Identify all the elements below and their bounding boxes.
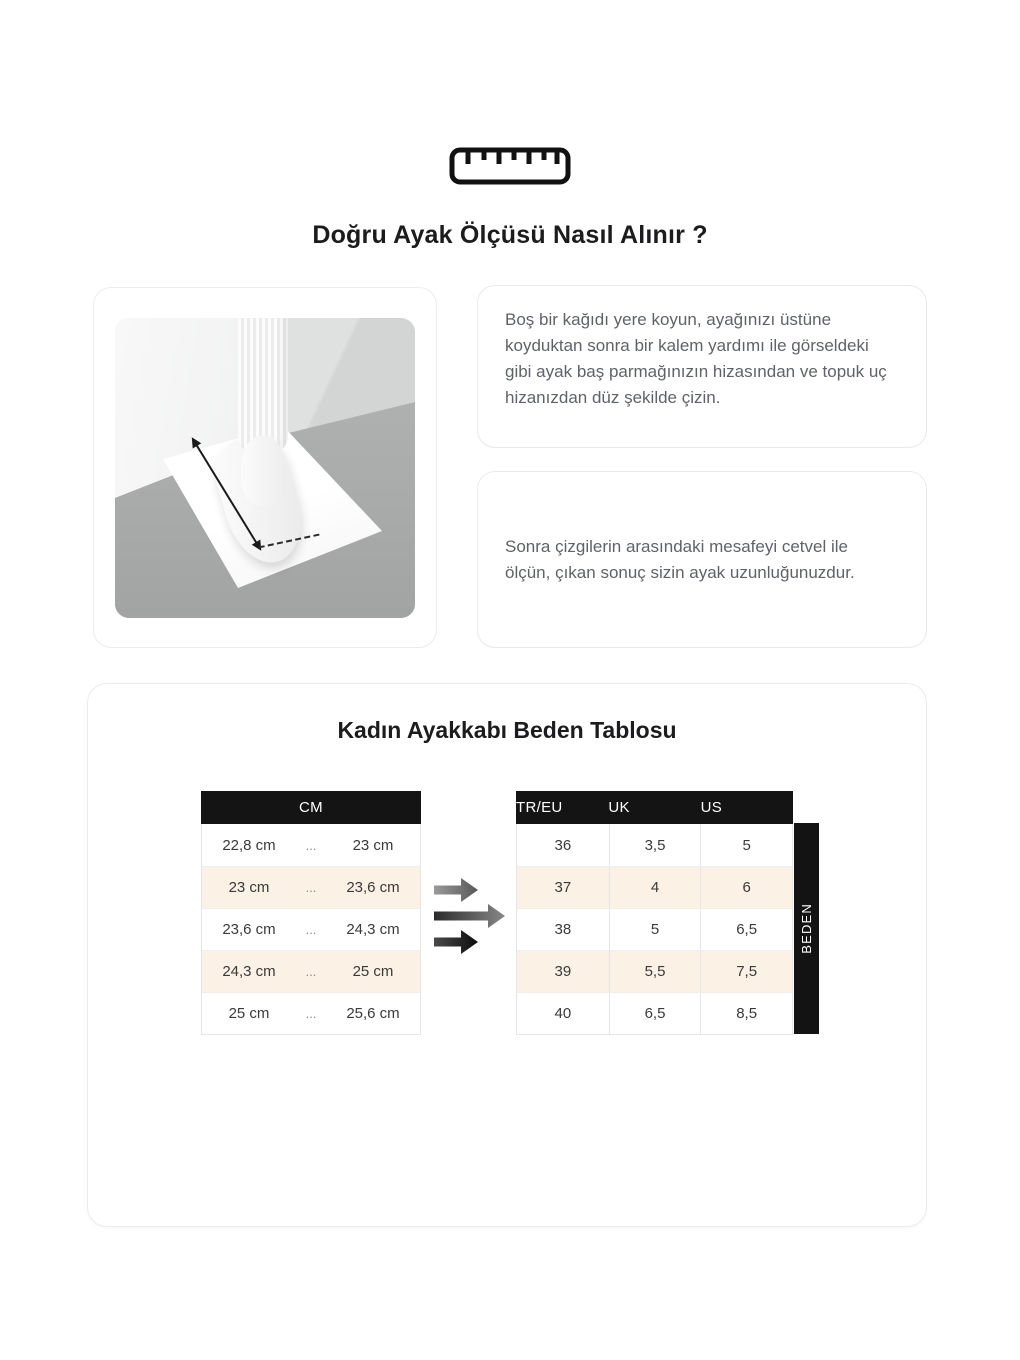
size-us: 6,5 <box>700 909 792 950</box>
size-tr-eu: 39 <box>554 963 572 980</box>
instruction-card-2 <box>477 471 927 648</box>
cm-to: 23,6 cm <box>346 879 400 896</box>
size-us: 7,5 <box>700 951 792 992</box>
size-tr-eu: 36 <box>554 836 572 854</box>
cm-from: 23 cm <box>228 879 270 896</box>
cm-table <box>201 791 421 1035</box>
size-us: 6 <box>700 867 792 908</box>
cm-to: 25 cm <box>352 963 394 980</box>
measurement-photo-card <box>93 287 437 648</box>
size-us: 8,5 <box>700 993 792 1034</box>
cm-to: 24,3 cm <box>346 921 400 938</box>
cm-from: 23,6 cm <box>222 921 276 938</box>
photo-sock-calf <box>238 318 288 454</box>
foot-measurement-photo <box>115 318 415 618</box>
size-table-header-row <box>516 791 793 824</box>
cm-to: 25,6 cm <box>346 1005 400 1022</box>
cm-table-header: CM <box>201 791 421 824</box>
cm-range-dots: ... <box>305 837 317 853</box>
size-tr-eu: 38 <box>554 921 572 938</box>
photo-sock-ankle <box>241 436 285 506</box>
cm-range-dots: ... <box>305 922 317 937</box>
size-table-row <box>517 824 792 866</box>
cm-range-dots: ... <box>305 964 317 979</box>
cm-table-row <box>202 950 420 992</box>
cm-from: 22,8 cm <box>222 836 276 854</box>
cm-range-dots: ... <box>305 880 317 895</box>
size-uk: 3,5 <box>609 824 701 866</box>
instruction-text-1: Boş bir kağıdı yere koyun, ayağınızı üstüne koyduktan sonra bir kalem yardımı ile görseldeki gibi ayak baş parmağınızın hizasından ve topuk uç hizanızdan düz şekilde çizin. <box>505 310 887 407</box>
size-table-row <box>517 908 792 950</box>
cm-from: 25 cm <box>228 1005 270 1022</box>
ruler-icon <box>0 147 1020 190</box>
size-col-header-uk: UK <box>608 799 630 816</box>
cm-from: 24,3 cm <box>222 963 276 980</box>
size-table-row <box>517 866 792 908</box>
size-table-row <box>517 992 792 1034</box>
size-uk: 6,5 <box>609 993 701 1034</box>
page-title: Doğru Ayak Ölçüsü Nasıl Alınır ? <box>312 221 708 249</box>
conversion-arrows-icon <box>431 876 511 958</box>
size-us: 5 <box>700 824 792 866</box>
size-uk: 4 <box>609 867 701 908</box>
instruction-text-2: Sonra çizgilerin arasındaki mesafeyi cetvel ile ölçün, çıkan sonuç sizin ayak uzunluğunuzdur. <box>505 536 855 582</box>
beden-side-label-text: BEDEN <box>799 903 814 954</box>
size-uk: 5,5 <box>609 951 701 992</box>
size-chart-title: Kadın Ayakkabı Beden Tablosu <box>337 717 677 743</box>
cm-table-row <box>202 866 420 908</box>
size-conversion-table <box>516 791 793 1035</box>
size-table-row <box>517 950 792 992</box>
size-uk: 5 <box>609 909 701 950</box>
cm-range-dots: ... <box>305 1006 317 1021</box>
size-col-header-us: US <box>700 799 723 816</box>
size-table-body <box>516 824 793 1035</box>
size-col-header-tr-eu: TR/EU <box>516 799 563 816</box>
cm-to: 23 cm <box>352 836 394 854</box>
instruction-card-1 <box>477 285 927 448</box>
cm-table-row <box>202 908 420 950</box>
beden-side-label <box>794 823 819 1034</box>
cm-table-body <box>201 824 421 1035</box>
size-chart-card <box>87 683 927 1227</box>
size-tr-eu: 40 <box>554 1005 572 1022</box>
cm-table-row <box>202 824 420 866</box>
size-tr-eu: 37 <box>554 879 572 896</box>
cm-table-row <box>202 992 420 1034</box>
